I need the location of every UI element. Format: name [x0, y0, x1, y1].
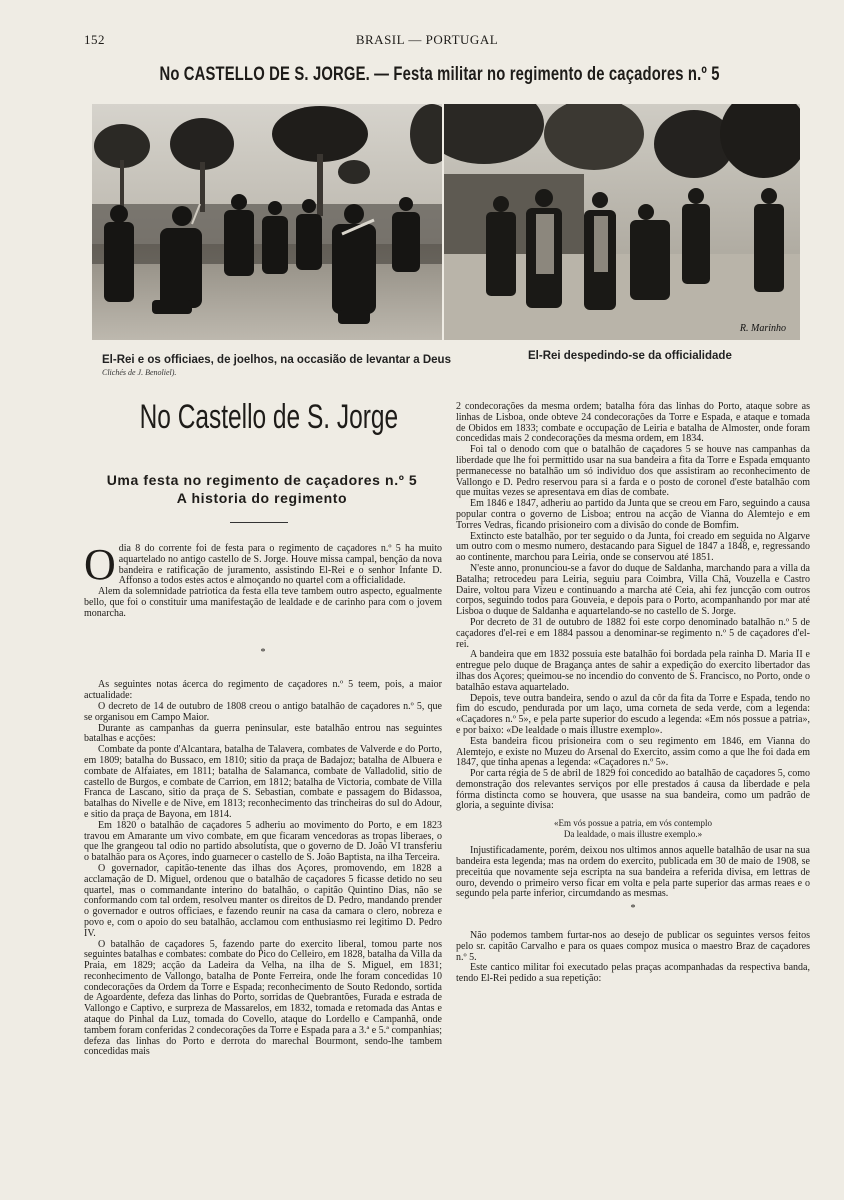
intro-paragraph: [84, 540, 442, 589]
photo-signature: R. Marinho: [739, 323, 786, 334]
body-paragraph: Por decreto de 31 de outubro de 1882 foi este corpo denominado batalhão n.º 5 de caçadores d'el-rei e em 1884 passou a denominar-se regimento n.º 5 de caçadores d'el-rei.: [456, 616, 810, 650]
body-paragraph: O batalhão de caçadores 5, fazendo parte do exercito liberal, tomou parte nos seguintes batalhas e combates: combate do Pico do Celleiro, em 1828, batalha da Villa da Praia, em 1829; acção da Ladeira da Velha, na ilha de S. Miguel, em 1831; reconhecimento de Vallongo, batalha de Ponte Ferreira, onde lhe foram concedidas 10 condecorações da Ordem da Torre e Espada; reconhecimento de Souto Redondo, sortida de Agoardente, defeza das linhas do Porto, sorridas de Quebrantões, Furada e estrada de Vallongo e Captivo, e surpreza de Massarelos, em 1832, tomada e retomada das Antas e ataque do Pinhal da Luz, tomada do Covello, ataque do Lordello e Campanhã, onde tambem foram conferidas 2 condecorações da Torre e Espada para a 3.ª e 5.ª companhias; defeza das linhas do Porto e derrota do marechal Bourmont, sendo-lhe tambem concedidas mais: [84, 938, 443, 1058]
body-paragraph: N'este anno, pronunciou-se a favor do duque de Saldanha, marchando para a villa da Batalha; retrocedeu para Leiria, seguiu para Coimbra, Villa Chã, Vouzella e Castro Daire, voltou para Vizeu e continuando a marcha até Ceia, ahi fez juncção com outros corpos, seguindo todos para Gouveia, e depois para o Porto, acompanhando por mar até Lisboa o duque de Saldanha e aquartelando-se no castello de S. Jorge.: [456, 562, 810, 618]
page-number: 152: [84, 32, 105, 47]
running-header: [84, 32, 770, 50]
body-paragraph: Durante as campanhas da guerra peninsular, este batalhão entrou nas seguintes batalhas e acções:: [84, 722, 442, 745]
motto-quote: [456, 818, 810, 840]
article-subtitle-history: A historia do regimento: [176, 490, 348, 506]
motto-line-2: Da lealdade, o mais illustre exemplo.»: [563, 829, 703, 840]
body-paragraph: As seguintes notas ácerca do regimento de caçadores n.º 5 teem, pois, a maior actualidade:: [84, 679, 442, 702]
photo-credit: Clichés de J. Benoliel).: [102, 368, 177, 377]
article-title: No Castello de S. Jorge: [139, 398, 399, 436]
page-headline: No CASTELLO DE S. JORGE. — Festa militar no regimento de caçadores n.º 5: [159, 64, 720, 85]
drop-cap: O: [84, 540, 116, 589]
photo-kneeling-officers-image: [92, 104, 442, 340]
section-star: *: [260, 646, 266, 658]
photo-king-farewell-image: [444, 104, 800, 340]
body-paragraph: Combate da ponte d'Alcantara, batalha de Talavera, combates de Valverde e do Porto, em 1809; batalha do Bussaco, em 1810; sitio da praça de Badajoz; batalha de Albuera e combate de Alfaiates, em 1811; batalha de Salamanca, combate de Valladolid, sitio de castello de Burgos, e combate de Carrion, em 1812; batalha de Victoria, combate de Villa Franca de Lascano, sitio da praça de S. Sebastian, combate e passagem do Bidassoa, batalhas do Nivelle e de Nive, em 1813; reconhecimento das trincheiras do sul do Adour, e sitio da praça de Bayona, em 1814.: [84, 744, 442, 820]
section-star: *: [630, 903, 636, 915]
body-paragraph: Por carta régia de 5 de abril de 1829 foi concedido ao batalhão de caçadores 5, como demonstração dos relevantes serviços por elle prestados á causa da liberdade e pela fórma distincta como se houvera, que usasse na sua bandeira, como um padrão de gloria, a seguinte divisa:: [456, 768, 810, 812]
body-paragraph: Foi tal o denodo com que o batalhão de caçadores 5 se houve nas campanhas da liberdade que lhe foi permittido usar na sua bandeira a fita da Torre e Espada emquanto permanecesse no batalhão um só individuo dos que assistiram ao reconhecimento de Vallongo e D. Pedro reservou para si a farda e o posto de coronel d'este batalhão com que muitas vezes se apresentava em dias de combate.: [456, 444, 810, 499]
body-paragraph: Não podemos tambem furtar-nos ao desejo de publicar os seguintes versos feitos pelo sr. capitão Carvalho e para os quaes compoz musica o maestro Braz de caçadores n.º 5.: [456, 930, 810, 963]
left-column: [84, 540, 443, 1058]
photo-king-farewell: [444, 104, 800, 340]
motto-line-1: «Em vós possue a patria, em vós contemplo: [554, 818, 712, 829]
photo-caption-left: El-Rei e os officiaes, de joelhos, na occasião de levantar a Deus: [102, 354, 451, 366]
article-subtitle: Uma festa no regimento de caçadores n.º 5: [106, 472, 418, 488]
photo-caption-right: El-Rei despedindo-se da officialidade: [528, 350, 732, 362]
body-paragraph: Extincto este batalhão, por ter seguido o da Junta, foi creado em seguida no Algarve um outro com o mesmo numero, destacando para Siguel de 1847 a 1848, e, regressando ao continente, marchou para Leiria, onde se conservou até 1851.: [456, 530, 810, 564]
body-paragraph: Injustificadamente, porém, deixou nos ultimos annos aquelle batalhão de usar na sua bandeira esta legenda; mas na ordem do exercito, publicada em 30 de maio de 1908, se preceitúa que novamente seja escripta na sua bandeira a referida divisa, em lettras de ouro, devendo o primeiro verso ficar em volta e pela parte superior das armas reaes e o segundo pela parte inferior, circumdando as mesmas.: [456, 845, 810, 900]
body-paragraph: Alem da solemnidade patriotica da festa ella teve tambem outro aspecto, egualmente bello, que foi o constituir uma manifestação de lealdade e de carinho para com o jovem monarcha.: [84, 586, 442, 619]
body-paragraph: Em 1820 o batalhão de caçadores 5 adheriu ao movimento do Porto, e em 1823 travou em Amarante um vivo combate, em que ficaram vencedoras as tropas liberaes, o que lhe grangeou tal odio no partido absolutista, que o governo de D. João VI transferiu o batalhão para os Açores, indo guarnecer o castello de S. João Baptista, na ilha Terceira.: [84, 819, 442, 864]
body-paragraph: Depois, teve outra bandeira, sendo o azul da côr da fita da Torre e Espada, tendo no fim do escudo, pendurada por um laço, uma corneta de seda verde, com a legenda: «Caçadores n.º 5», e pela parte superior do escudo a legenda: «Em nós possue a patria», e por baixo: «De lealdade o mais illustre exemplo».: [456, 692, 810, 736]
body-paragraph: Este cantico militar foi executado pelas praças acompanhadas da respectiva banda, tendo El-Rei pedido a sua repetição:: [456, 962, 810, 985]
right-column: [456, 402, 810, 985]
body-paragraph: Em 1846 e 1847, adheriu ao partido da Junta que se creou em Faro, seguindo a causa popular contra o governo de Lisboa; entrou na acção de Vianna do Alemtejo e em Torres Vedras, ficando prisioneiro com a divisão do conde de Bomfim.: [456, 498, 810, 531]
running-title: BRASIL — PORTUGAL: [355, 32, 499, 47]
body-paragraph: O decreto de 14 de outubro de 1808 creou o antigo batalhão de caçadores n.º 5, que se organisou em Campo Maior.: [84, 700, 442, 723]
body-paragraph: 2 condecorações da mesma ordem; batalha fóra das linhas do Porto, ataque sobre as linhas de Lisboa, onde obteve 24 condecorações da Torre e Espada, e ataque e tomada de Obidos em 1833; combate e occupação de Leiria e batalha de Almoster, onde foram concedidas mais 2 condecorações da mesma ordem, em 1834.: [456, 401, 810, 445]
body-paragraph: O governador, capitão-tenente das ilhas dos Açores, promovendo, em 1828 a acclamação de D. Miguel, ordenou que o batalhão de caçadores 5 ficasse detido no seu quartel, mas o commandante interino do batalhão, o capitão Quintino Dias, não se conformando com tal ordem, resolveu manter os direitos de D. Pedro, mandando prender o governador e outros officiaes, e fazendo reunir na casa da camara o clero, nobreza e povo e, com o apoio do seu batalhão, acclamou com enthusiasmo rei legitimo D. Pedro IV.: [84, 862, 442, 939]
photo-kneeling-officers: [92, 104, 442, 340]
intro-text: dia 8 do corrente foi de festa para o regimento de caçadores n.º 5 ha muito aquartelado no antigo castello de S. Jorge. Houve missa campal, benção da nova bandeira e ratificação de juramento, assistindo El-Rei e o senhor Infante D. Affonso a todos estes actos e almoçando no quartel com a officialidade.: [118, 543, 442, 587]
body-paragraph: Esta bandeira ficou prisioneira com o seu regimento em 1846, em Vianna do Alemtejo, e existe no Muzeu do Arsenal do Exercito, assim como a que lhe foi dada em 1847, que tinha apenas a legenda: «Caçadores n.º 5».: [456, 735, 810, 769]
body-paragraph: A bandeira que em 1832 possuia este batalhão foi bordada pela rainha D. Maria II e entregue pelo duque de Bragança antes de sahir a expedição do exercito libertador das ilhas dos Açores; queimou-se no incendio do convento de S. Francisco, no Porto, onde o batalhão estava aquartelado.: [456, 649, 810, 693]
section-divider: [230, 522, 288, 523]
